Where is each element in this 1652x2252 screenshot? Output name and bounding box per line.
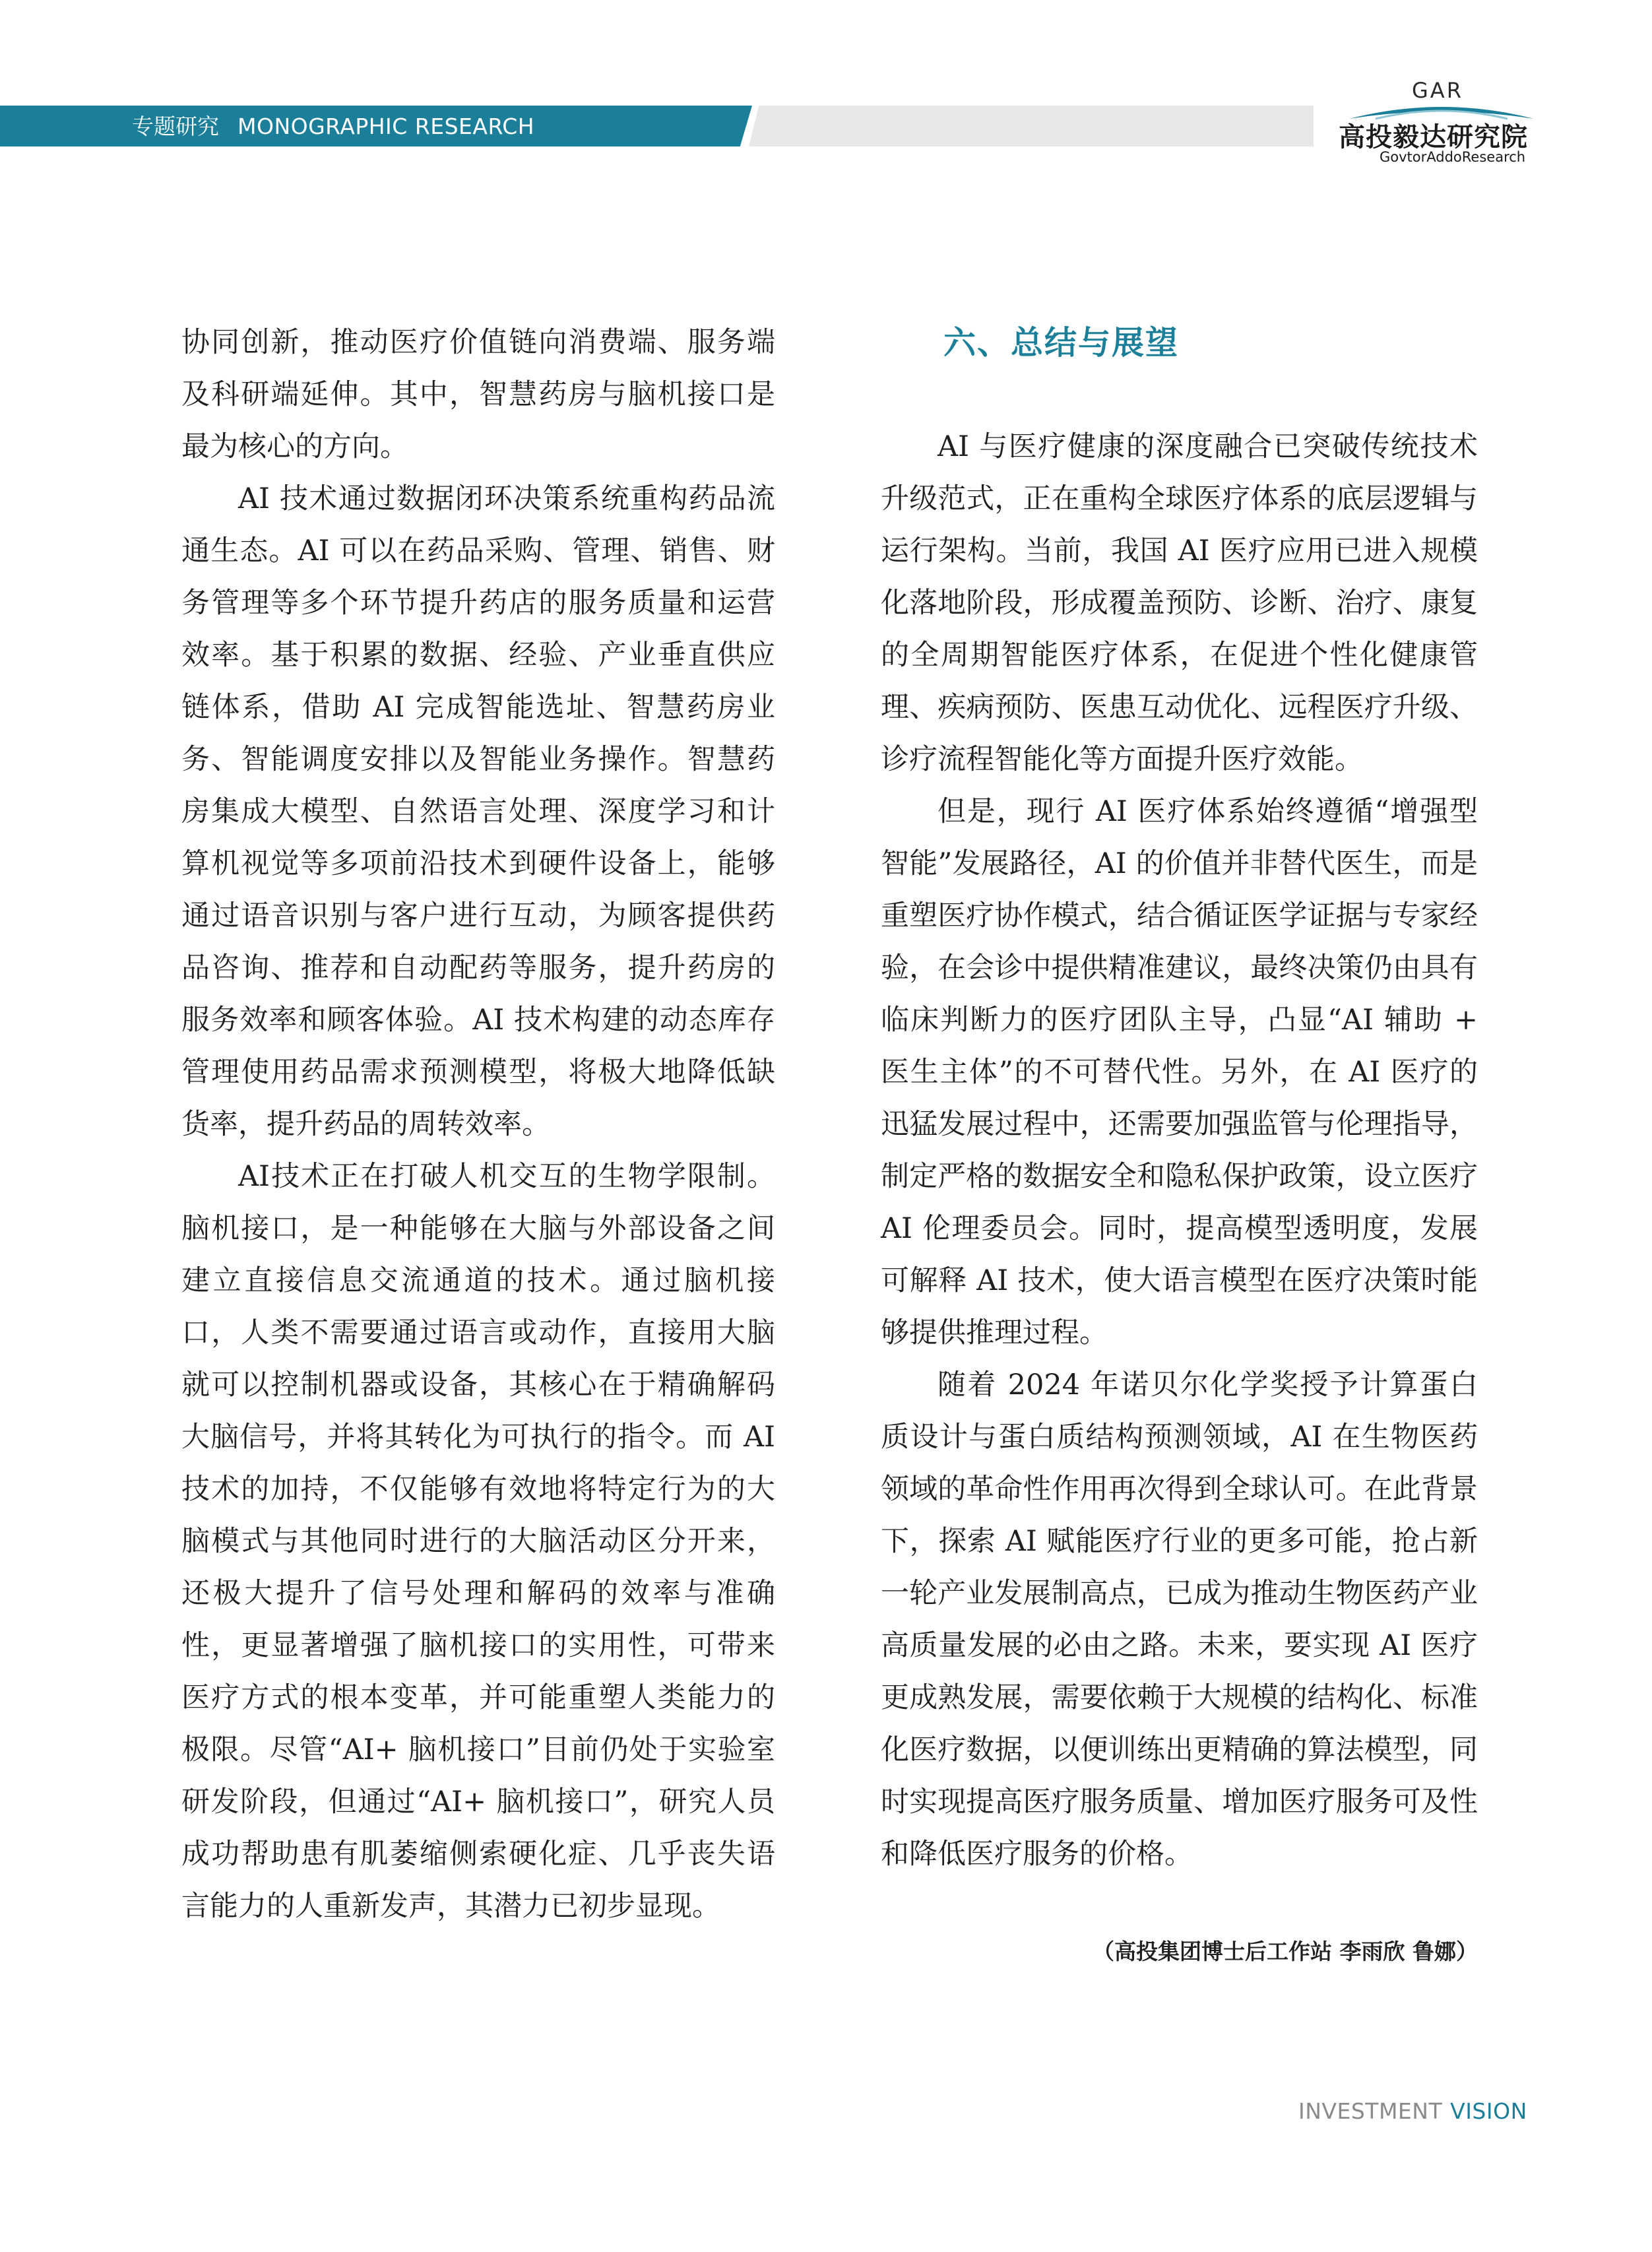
paragraph: 但是，现行 AI 医疗体系始终遵循“增强型智能”发展路径，AI 的价值并非替代医生，而是重塑医疗协作模式，结合循证医学证据与专家经验，在会诊中提供精准建议，最终决策仍由具有临床判断力的医疗团队主导，凸显“AI 辅助 + 医生主体”的不可替代性。另外，在 AI 医疗的迅猛发展过程中，还需要加强监管与伦理指导，制定严格的数据安全和隐私保护政策，设立医疗 AI 伦理委员会。同时，提高模型透明度，发展可解释 AI 技术，使大语言模型在医疗决策时能够提供推理过程。 <box>881 795 1478 1349</box>
section-label-cn: 专题研究 <box>132 113 219 139</box>
logo-name-en: GovtorAddoResearch <box>1380 149 1526 165</box>
paragraph: AI 与医疗健康的深度融合已突破传统技术升级范式，正在重构全球医疗体系的底层逻辑与运行架构。当前，我国 AI 医疗应用已进入规模化落地阶段，形成覆盖预防、诊断、治疗、康复的全周期智能医疗体系，在促进个性化健康管理、疾病预防、医患互动优化、远程医疗升级、诊疗流程智能化等方面提升医疗效能。 <box>881 430 1478 776</box>
logo-abbr: GAR <box>1412 78 1463 103</box>
spacer <box>881 369 1478 421</box>
logo-name-cn: 高投毅达研究院 <box>1339 122 1528 152</box>
paragraph: 随着 2024 年诺贝尔化学奖授予计算蛋白质设计与蛋白质结构预测领域，AI 在生物医药领域的革命性作用再次得到全球认可。在此背景下，探索 AI 赋能医疗行业的更多可能，抢占新一轮产业发展制高点，已成为推动生物医药产业高质量发展的必由之路。未来，要实现 AI 医疗更成熟发展，需要依赖于大规模的结构化、标准化医疗数据，以便训练出更精确的算法模型，同时实现提高医疗服务质量、增加医疗服务可及性和降低医疗服务的价格。 <box>881 1368 1478 1871</box>
right-column <box>881 317 1478 1881</box>
section-label-en: MONOGRAPHIC RESEARCH <box>238 113 535 139</box>
left-column <box>181 317 775 1933</box>
paragraph: 协同创新，推动医疗价值链向消费端、服务端及科研端延伸。其中，智慧药房与脑机接口是最为核心的方向。 <box>181 326 775 463</box>
gar-logo <box>1329 73 1554 165</box>
paragraph: AI 技术通过数据闭环决策系统重构药品流通生态。AI 可以在药品采购、管理、销售、财务管理等多个环节提升药店的服务质量和运营效率。基于积累的数据、经验、产业垂直供应链体系，借助 AI 完成智能选址、智慧药房业务、智能调度安排以及智能业务操作。智慧药房集成大模型、自然语言处理、深度学习和计算机视觉等多项前沿技术到硬件设备上，能够通过语音识别与客户进行互动，为顾客提供药品咨询、推荐和自动配药等服务，提升药房的服务效率和顾客体验。AI 技术构建的动态库存管理使用药品需求预测模型，将极大地降低缺货率，提升药品的周转效率。 <box>181 482 775 1141</box>
footer-magazine-name <box>1298 2098 1527 2124</box>
paragraph: AI技术正在打破人机交互的生物学限制。脑机接口，是一种能够在大脑与外部设备之间建立直接信息交流通道的技术。通过脑机接口，人类不需要通过语言或动作，直接用大脑就可以控制机器或设备，其核心在于精确解码大脑信号，并将其转化为可执行的指令。而 AI 技术的加持，不仅能够有效地将特定行为的大脑模式与其他同时进行的大脑活动区分开来，还极大提升了信号处理和解码的效率与准确性，更显著增强了脑机接口的实用性，可带来医疗方式的根本变革，并可能重塑人类能力的极限。尽管“AI+ 脑机接口”目前仍处于实验室研发阶段，但通过“AI+ 脑机接口”，研究人员成功帮助患有肌萎缩侧索硬化症、几乎丧失语言能力的人重新发声，其潜力已初步显现。 <box>181 1160 775 1923</box>
author-credit: （高投集团博士后工作站 李雨欣 鲁娜） <box>1093 1939 1478 1964</box>
section-title: 六、总结与展望 <box>943 324 1180 362</box>
footer-word-vision: VISION <box>1450 2098 1527 2124</box>
header-band-gray <box>749 106 1314 146</box>
section-label <box>132 113 534 140</box>
footer-word-investment: INVESTMENT <box>1298 2098 1443 2124</box>
